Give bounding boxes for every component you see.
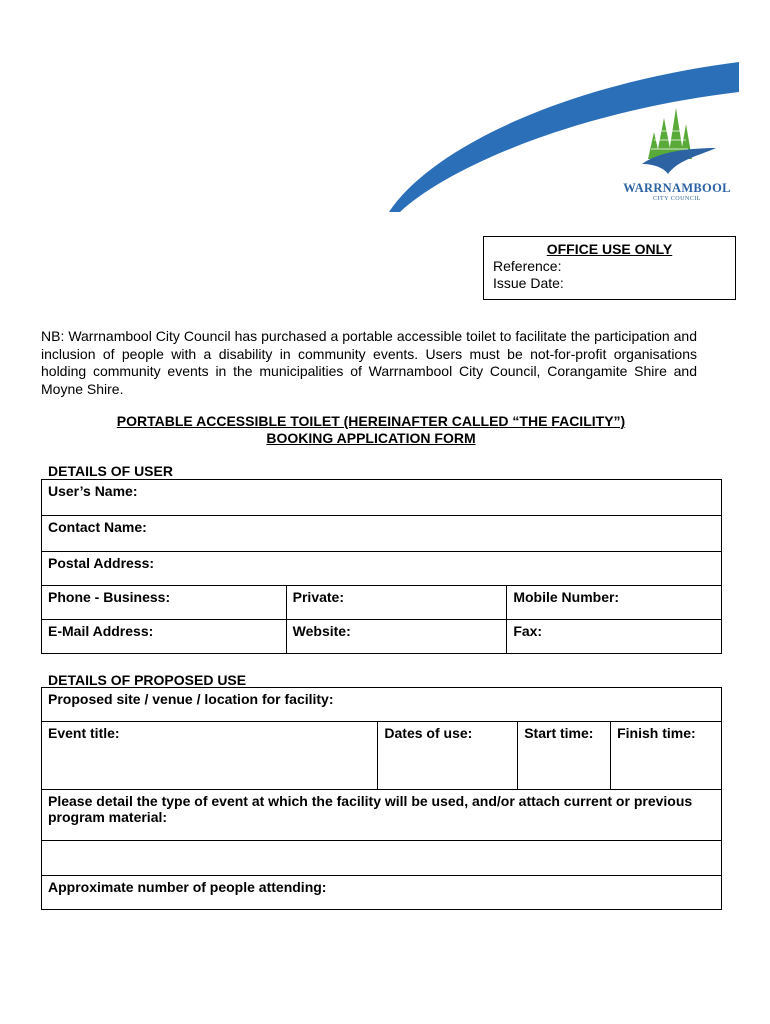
proposed-use-heading: DETAILS OF PROPOSED USE [48, 672, 247, 688]
postal-address-field[interactable]: Postal Address: [42, 552, 722, 586]
people-attending-field[interactable]: Approximate number of people attending: [42, 876, 722, 910]
event-type-field[interactable]: Please detail the type of event at which the facility will be used, and/or attach current or previous program material: [42, 790, 722, 841]
office-use-box [483, 236, 736, 300]
users-name-field[interactable]: User’s Name: [42, 480, 722, 516]
email-address-field[interactable]: E-Mail Address: [42, 620, 287, 654]
dates-of-use-field[interactable]: Dates of use: [378, 722, 518, 790]
issue-date-label: Issue Date: [493, 275, 564, 291]
contact-name-field[interactable]: Contact Name: [42, 516, 722, 552]
private-phone-field[interactable]: Private: [286, 586, 507, 620]
phone-business-field[interactable]: Phone - Business: [42, 586, 287, 620]
logo-name: WARRNAMBOOL [623, 181, 731, 195]
user-details-heading: DETAILS OF USER [48, 463, 173, 479]
website-field[interactable]: Website: [286, 620, 507, 654]
fax-field[interactable]: Fax: [507, 620, 722, 654]
form-title-line1: PORTABLE ACCESSIBLE TOILET (HEREINAFTER CALLED “THE FACILITY”) [116, 413, 626, 429]
start-time-field[interactable]: Start time: [518, 722, 611, 790]
user-details-table [41, 479, 722, 654]
reference-label: Reference: [493, 258, 562, 274]
council-logo [618, 104, 736, 202]
proposed-site-field[interactable]: Proposed site / venue / location for facility: [42, 688, 722, 722]
form-title [41, 413, 701, 446]
logo-emblem-icon [618, 104, 736, 174]
form-title-line2: BOOKING APPLICATION FORM [266, 429, 476, 446]
event-title-field[interactable]: Event title: [42, 722, 378, 790]
proposed-use-table [41, 687, 722, 910]
logo-subtitle: CITY COUNCIL [653, 196, 701, 202]
event-type-answer-field[interactable] [42, 841, 722, 876]
mobile-number-field[interactable]: Mobile Number: [507, 586, 722, 620]
finish-time-field[interactable]: Finish time: [611, 722, 722, 790]
nb-paragraph: NB: Warrnambool City Council has purchased a portable accessible toilet to facilitate the participation and inclusion of people with a disability in community events. Users must be not-for-profit organisations holding community events in the municipalities of Warrnambool City Council, Corangamite Shire and Moyne Shire. [41, 328, 697, 397]
office-use-title: OFFICE USE ONLY [546, 241, 673, 257]
